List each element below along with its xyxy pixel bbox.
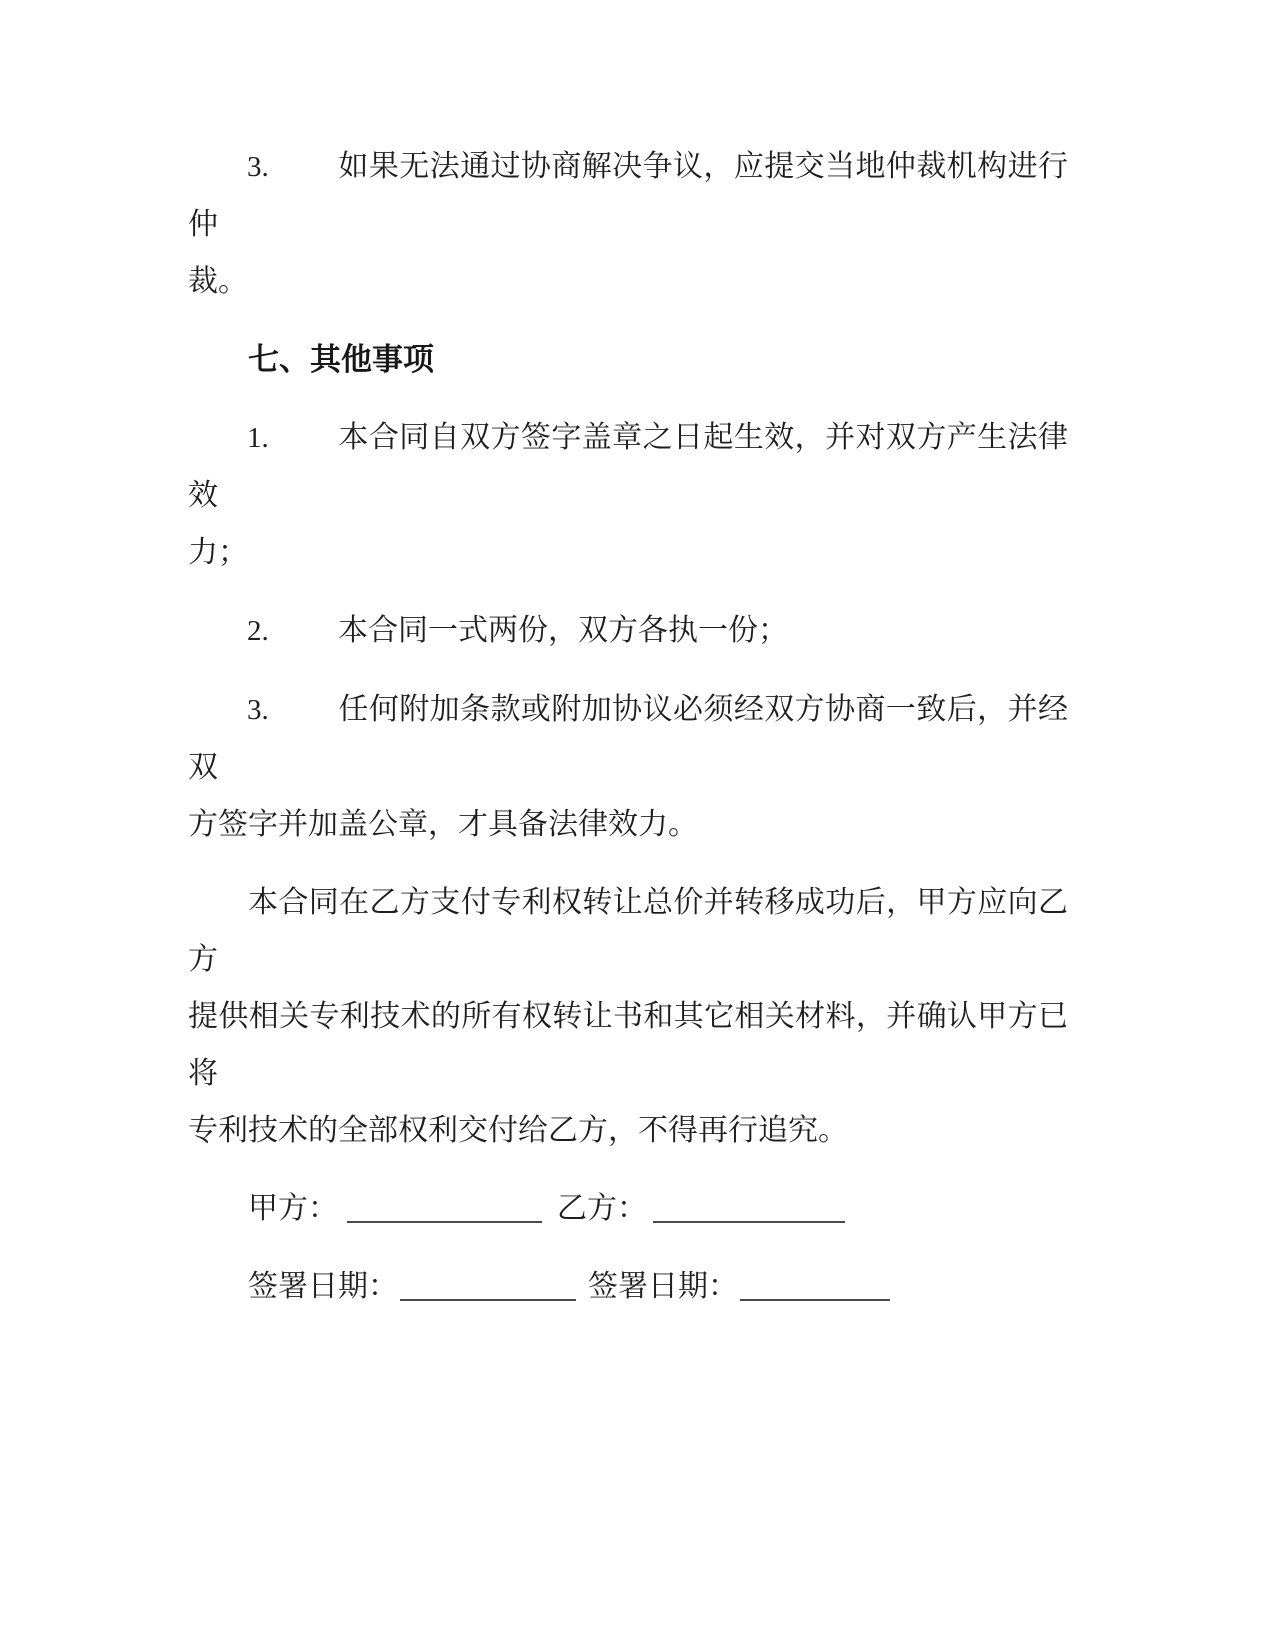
section-heading: 七、其他事项 — [248, 342, 434, 377]
signature-row — [188, 1180, 1068, 1237]
item-number: 1. — [247, 422, 269, 454]
item-number: 3. — [247, 151, 269, 183]
clause-line — [188, 602, 1068, 660]
clause-line — [188, 138, 1068, 253]
clause-line — [188, 681, 1068, 796]
date-b-blank — [740, 1299, 890, 1301]
date-a-blank — [400, 1299, 576, 1301]
party-b-signature-blank — [653, 1221, 845, 1223]
item-number: 2. — [247, 615, 269, 647]
party-a-label: 甲方： — [248, 1192, 338, 1225]
clause-text: 本合同自双方签字盖章之日起生效，并对双方产生法律效 — [188, 421, 1068, 512]
clause-text: 如果无法通过协商解决争议，应提交当地仲裁机构进行仲 — [188, 150, 1068, 241]
date-b-label: 签署日期： — [588, 1270, 738, 1303]
clause-line: 裁。 — [188, 265, 248, 298]
clause-text: 任何附加条款或附加协议必须经双方协商一致后，并经双 — [188, 693, 1068, 784]
paragraph-line: 专利技术的全部权利交付给乙方，不得再行追究。 — [188, 1114, 848, 1147]
paragraph-line: 本合同在乙方支付专利权转让总价并转移成功后，甲方应向乙方 — [188, 886, 1068, 976]
party-a-signature-blank — [347, 1221, 542, 1223]
clause-line: 方签字并加盖公章，才具备法律效力。 — [188, 808, 698, 841]
closing-paragraph — [188, 874, 1068, 1159]
clause-line — [188, 409, 1068, 524]
paragraph-line: 提供相关专利技术的所有权转让书和其它相关材料，并确认甲方已将 — [188, 1000, 1068, 1090]
clause-item-effectiveness — [188, 409, 1068, 581]
clause-text: 本合同一式两份，双方各执一份； — [338, 614, 788, 647]
party-b-label: 乙方： — [557, 1192, 647, 1225]
clause-item-copies — [188, 602, 1068, 660]
clause-item-addenda — [188, 681, 1068, 853]
clause-item-arbitration — [188, 138, 1068, 310]
signing-date-row — [188, 1258, 1068, 1315]
item-number: 3. — [247, 694, 269, 726]
date-a-label: 签署日期： — [248, 1270, 398, 1303]
clause-line: 力； — [188, 536, 248, 569]
